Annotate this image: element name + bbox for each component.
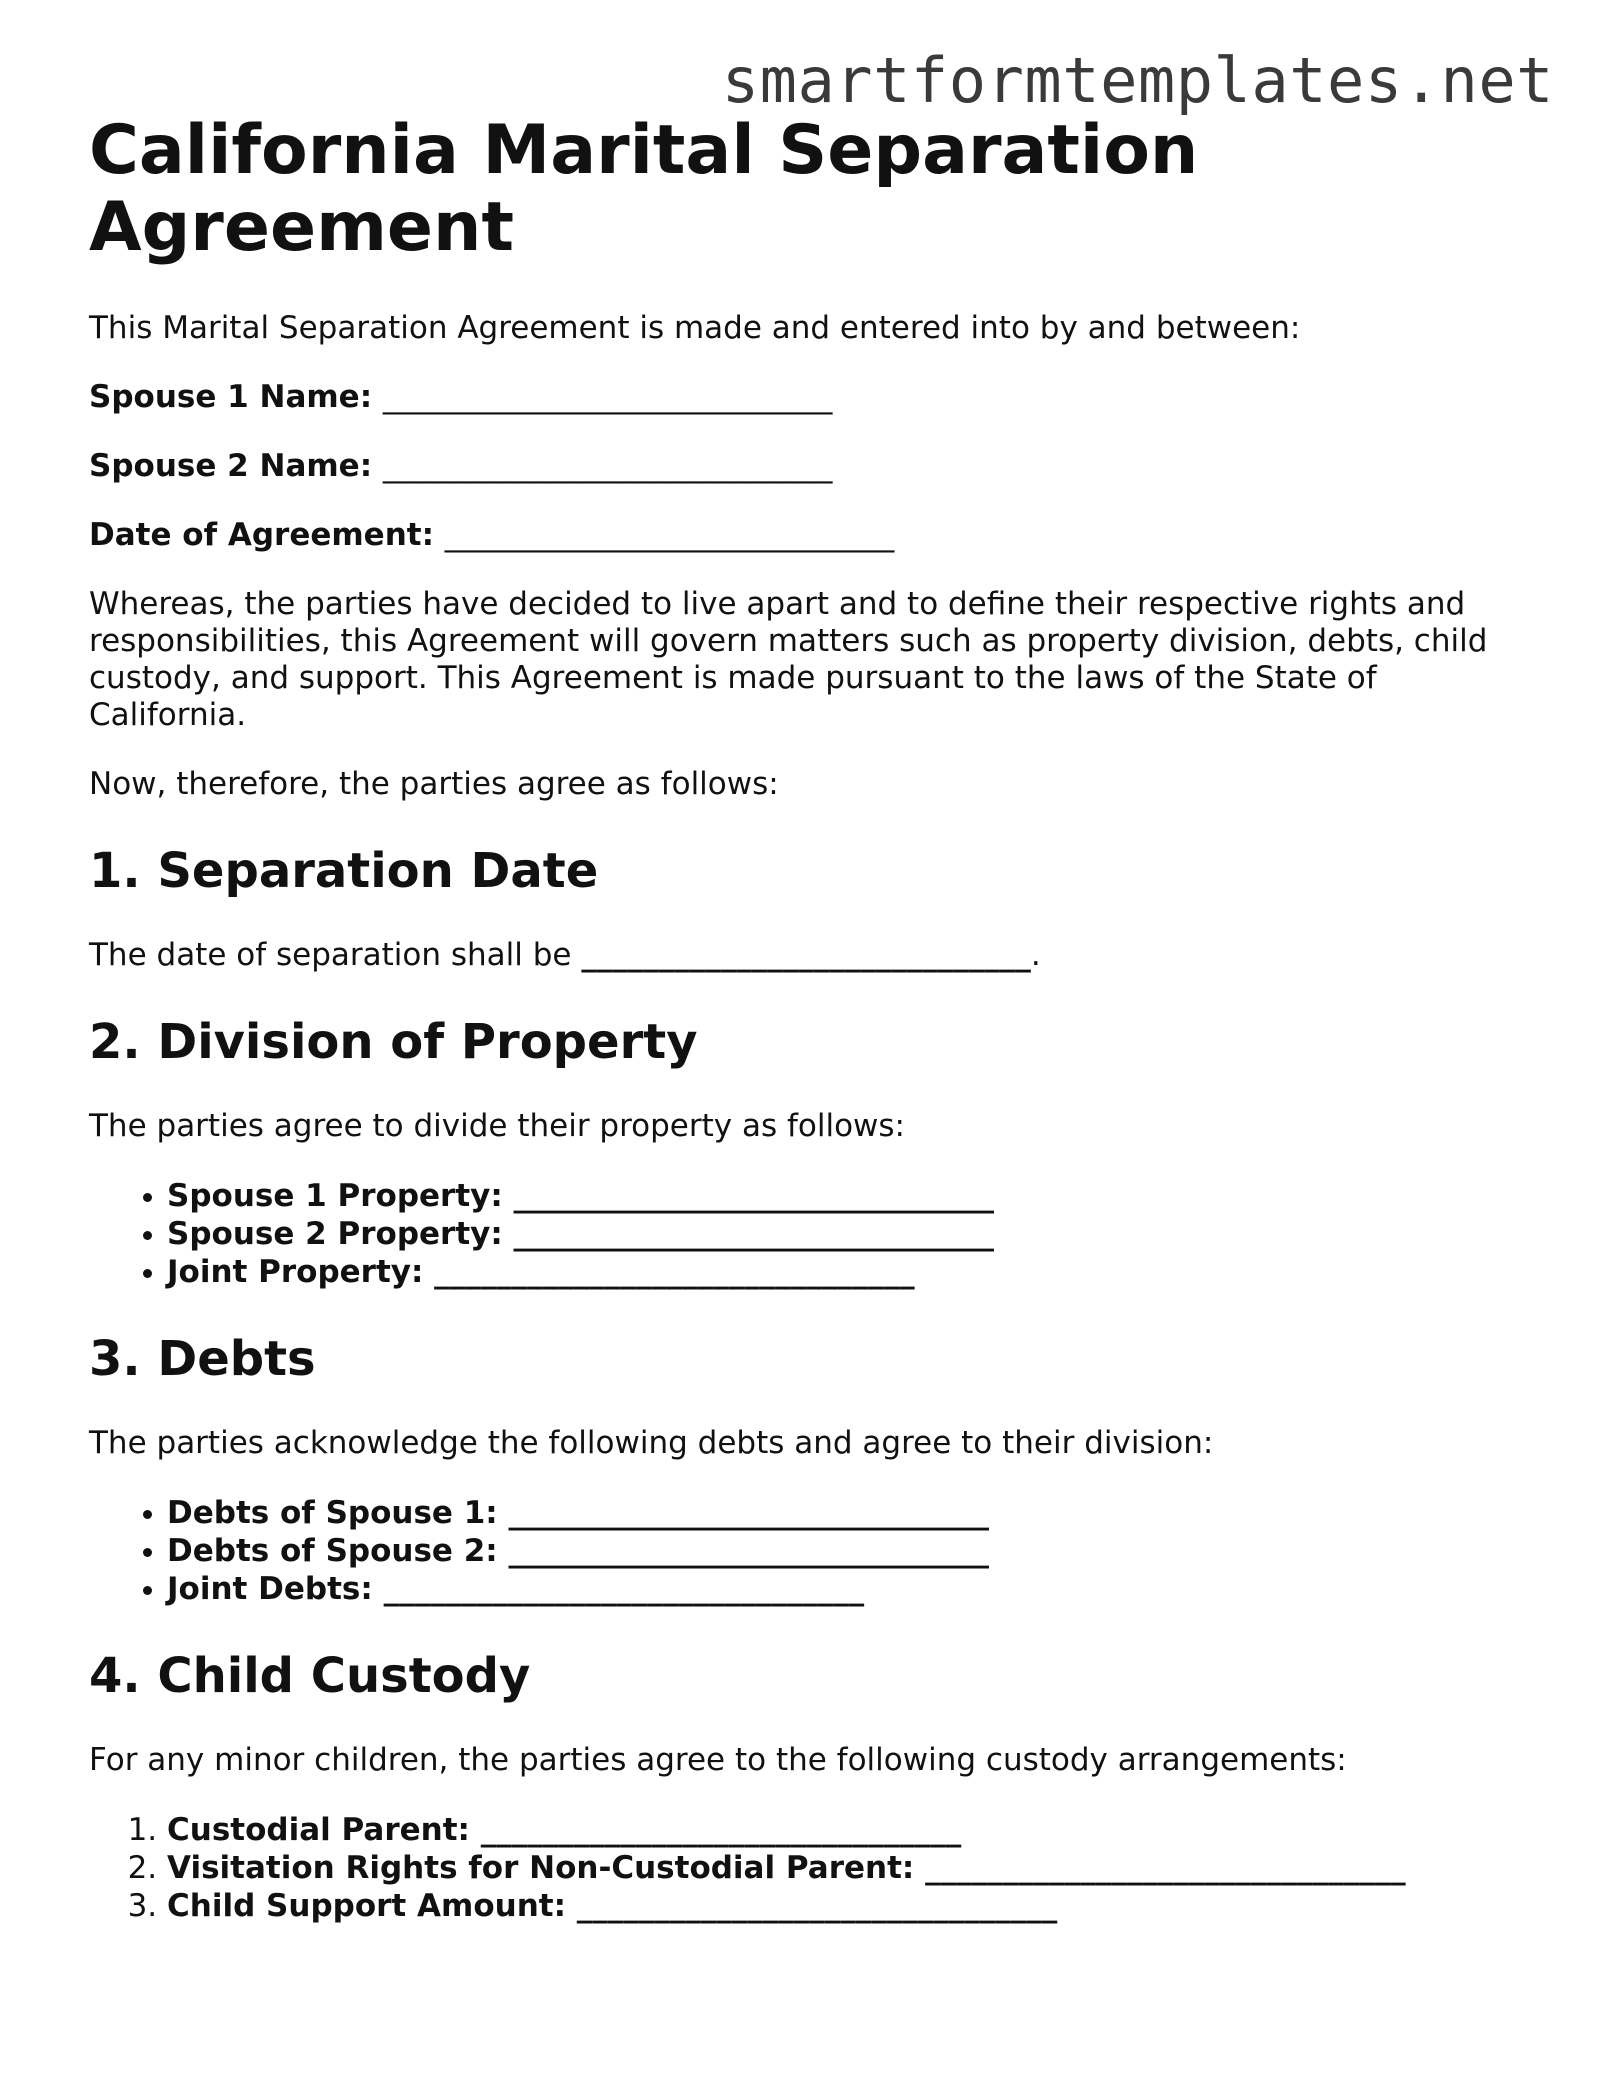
debts-spouse2-blank[interactable]: _______________________________ bbox=[508, 1533, 990, 1569]
spouse1-name-blank[interactable]: _____________________________ bbox=[382, 379, 833, 415]
list-item bbox=[167, 1532, 1529, 1570]
intro-text: This Marital Separation Agreement is made and entered into by and between: bbox=[89, 310, 1301, 346]
property-joint-label: Joint Property: bbox=[167, 1254, 424, 1290]
section-heading-separation: 1. Separation Date bbox=[89, 843, 599, 899]
separation-date-text bbox=[89, 937, 1529, 974]
list-item bbox=[167, 1253, 1529, 1291]
debts-joint-label: Joint Debts: bbox=[167, 1571, 373, 1607]
now-therefore-paragraph: Now, therefore, the parties agree as follows: bbox=[89, 766, 779, 802]
visitation-rights-blank[interactable]: _______________________________ bbox=[925, 1850, 1406, 1886]
property-joint-blank[interactable]: _______________________________ bbox=[434, 1254, 915, 1290]
section-heading-property: 2. Division of Property bbox=[89, 1014, 698, 1070]
property-intro-text: The parties agree to divide their property as follows: bbox=[89, 1108, 906, 1144]
custodial-parent-blank[interactable]: _______________________________ bbox=[480, 1812, 962, 1848]
list-item bbox=[167, 1570, 1529, 1608]
spouse1-name-label: Spouse 1 Name: bbox=[89, 379, 373, 415]
list-item bbox=[167, 1849, 1529, 1887]
document-title: California Marital Separation Agreement bbox=[89, 111, 1199, 267]
property-spouse1-blank[interactable]: _______________________________ bbox=[513, 1178, 995, 1214]
list-item bbox=[167, 1494, 1529, 1532]
section-heading-debts: 3. Debts bbox=[89, 1331, 316, 1387]
whereas-paragraph: Whereas, the parties have decided to live apart and to define their respective rights and responsibilities, this Agreement will govern matters such as property division, debts, child custody, and support. This Agreement is made pursuant to the laws of the State of California. bbox=[89, 586, 1488, 733]
custodial-parent-label: Custodial Parent: bbox=[167, 1812, 470, 1848]
spouse1-name-field bbox=[89, 379, 1529, 416]
document-page bbox=[89, 112, 1529, 1925]
separation-date-lead: The date of separation shall be bbox=[89, 937, 582, 973]
debts-intro-text: The parties acknowledge the following debts and agree to their division: bbox=[89, 1425, 1214, 1461]
spouse2-name-field bbox=[89, 448, 1529, 485]
property-spouse2-label: Spouse 2 Property: bbox=[167, 1216, 503, 1252]
agreement-date-field bbox=[89, 517, 1529, 554]
list-item bbox=[167, 1177, 1529, 1215]
debts-spouse1-blank[interactable]: _______________________________ bbox=[508, 1495, 990, 1531]
list-item bbox=[167, 1215, 1529, 1253]
property-list bbox=[89, 1177, 1529, 1291]
watermark-site: smartformtemplates.net bbox=[721, 44, 1554, 117]
property-spouse1-label: Spouse 1 Property: bbox=[167, 1178, 503, 1214]
separation-date-blank[interactable]: _____________________________ bbox=[581, 937, 1031, 973]
visitation-rights-label: Visitation Rights for Non-Custodial Parent: bbox=[167, 1850, 915, 1886]
agreement-date-blank[interactable]: _____________________________ bbox=[444, 517, 895, 553]
spouse2-name-blank[interactable]: _____________________________ bbox=[382, 448, 833, 484]
custody-intro-text: For any minor children, the parties agree to the following custody arrangements: bbox=[89, 1742, 1347, 1778]
debts-list bbox=[89, 1494, 1529, 1608]
child-support-label: Child Support Amount: bbox=[167, 1888, 566, 1924]
custody-list bbox=[89, 1811, 1529, 1925]
section-heading-custody: 4. Child Custody bbox=[89, 1648, 531, 1704]
agreement-date-label: Date of Agreement: bbox=[89, 517, 434, 553]
debts-spouse1-label: Debts of Spouse 1: bbox=[167, 1495, 498, 1531]
list-item bbox=[167, 1811, 1529, 1849]
spouse2-name-label: Spouse 2 Name: bbox=[89, 448, 373, 484]
child-support-blank[interactable]: _______________________________ bbox=[576, 1888, 1058, 1924]
separation-date-period: . bbox=[1030, 937, 1041, 973]
list-item bbox=[167, 1887, 1529, 1925]
debts-joint-blank[interactable]: _______________________________ bbox=[383, 1571, 865, 1607]
debts-spouse2-label: Debts of Spouse 2: bbox=[167, 1533, 498, 1569]
property-spouse2-blank[interactable]: _______________________________ bbox=[513, 1216, 995, 1252]
